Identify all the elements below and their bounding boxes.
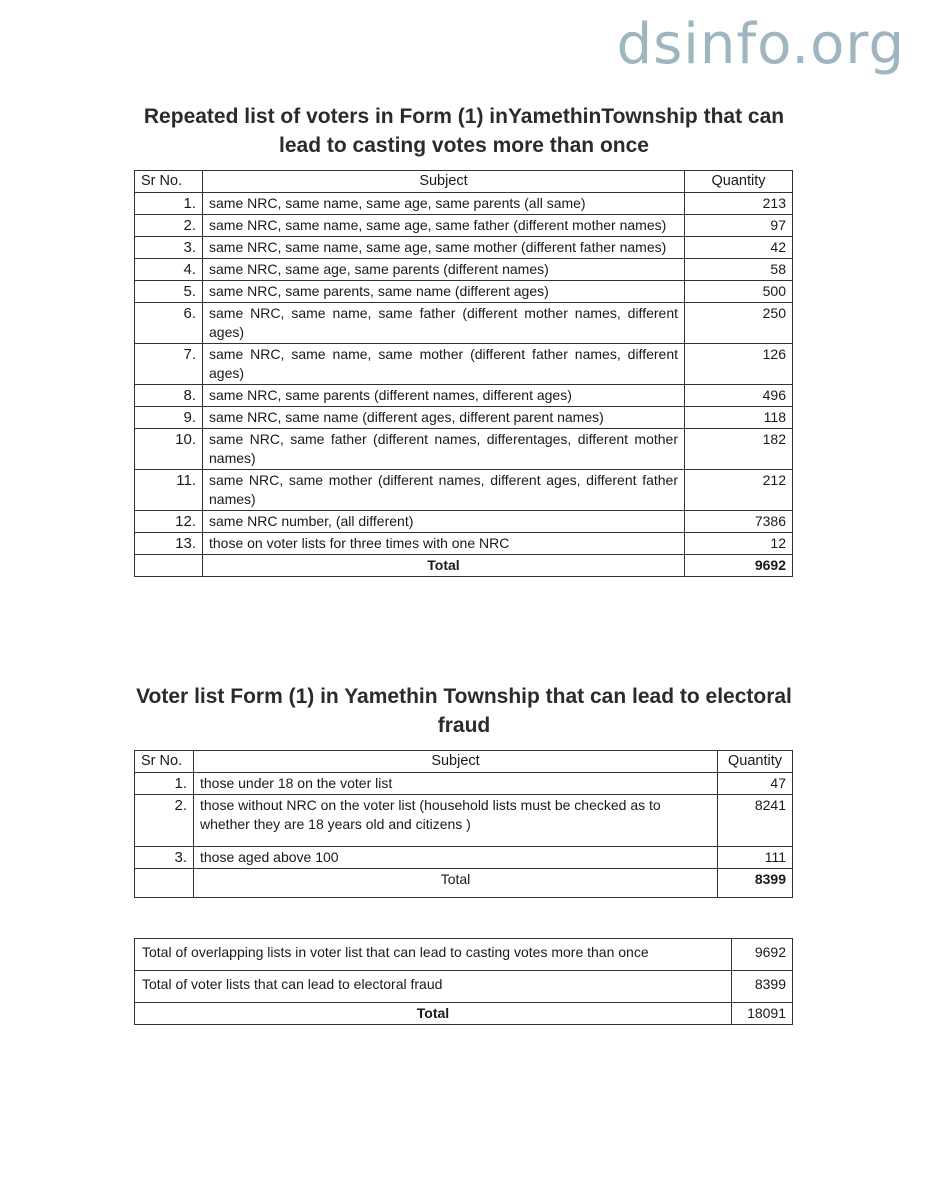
row-quantity: 118	[685, 407, 793, 429]
row-number: 7.	[135, 344, 203, 385]
row-number: 13.	[135, 533, 203, 555]
row-subject: same NRC, same mother (different names, different ages, different father names)	[203, 470, 685, 511]
table-row	[135, 281, 793, 303]
electoral-fraud-table	[134, 750, 793, 898]
section1-title	[134, 102, 794, 160]
section2-title-line1: Voter list Form (1) in Yamethin Township that can lead to electoral	[136, 685, 792, 708]
row-subject: same NRC number, (all different)	[203, 511, 685, 533]
row-subject: those on voter lists for three times with one NRC	[203, 533, 685, 555]
row-number: 9.	[135, 407, 203, 429]
row-quantity: 213	[685, 193, 793, 215]
table-row	[135, 193, 793, 215]
table-row	[135, 385, 793, 407]
header-subject: Subject	[194, 751, 718, 773]
table-row	[135, 533, 793, 555]
table-row	[135, 773, 793, 795]
row-subject: those under 18 on the voter list	[194, 773, 718, 795]
row-quantity: 42	[685, 237, 793, 259]
row-subject: same NRC, same parents, same name (different ages)	[203, 281, 685, 303]
table-header-row	[135, 751, 793, 773]
table-row	[135, 795, 793, 847]
table-row	[135, 344, 793, 385]
row-quantity: 212	[685, 470, 793, 511]
table-row	[135, 215, 793, 237]
row-number: 11.	[135, 470, 203, 511]
row-quantity: 12	[685, 533, 793, 555]
total-label: Total	[194, 869, 718, 898]
summary-row	[135, 971, 793, 1003]
row-quantity: 250	[685, 303, 793, 344]
header-quantity: Quantity	[718, 751, 793, 773]
row-number: 1.	[135, 193, 203, 215]
row-number: 5.	[135, 281, 203, 303]
total-value: 8399	[718, 869, 793, 898]
repeated-voters-table	[134, 170, 793, 577]
total-value: 18091	[732, 1003, 793, 1025]
row-subject: those without NRC on the voter list (household lists must be checked as to whether they are 18 years old and citizens )	[194, 795, 718, 847]
row-quantity: 47	[718, 773, 793, 795]
row-subject: same NRC, same age, same parents (different names)	[203, 259, 685, 281]
table-row	[135, 429, 793, 470]
row-quantity: 7386	[685, 511, 793, 533]
table-row	[135, 847, 793, 869]
row-number: 10.	[135, 429, 203, 470]
summary-row	[135, 939, 793, 971]
row-number: 8.	[135, 385, 203, 407]
table-row	[135, 511, 793, 533]
row-quantity: 8241	[718, 795, 793, 847]
total-label: Total	[203, 555, 685, 577]
row-number: 12.	[135, 511, 203, 533]
row-subject: same NRC, same name, same age, same father (different mother names)	[203, 215, 685, 237]
total-empty-cell	[135, 869, 194, 898]
row-subject: same NRC, same name, same mother (different father names, different ages)	[203, 344, 685, 385]
row-number: 3.	[135, 847, 194, 869]
summary-value: 9692	[732, 939, 793, 971]
row-subject: same NRC, same name, same father (different mother names, different ages)	[203, 303, 685, 344]
summary-value: 8399	[732, 971, 793, 1003]
row-quantity: 500	[685, 281, 793, 303]
row-number: 2.	[135, 215, 203, 237]
row-quantity: 126	[685, 344, 793, 385]
row-quantity: 496	[685, 385, 793, 407]
watermark: dsinfo.org	[616, 12, 905, 77]
section2-title	[134, 682, 794, 740]
table-body	[135, 193, 793, 555]
row-subject: same NRC, same name (different ages, different parent names)	[203, 407, 685, 429]
total-value: 9692	[685, 555, 793, 577]
table-row	[135, 407, 793, 429]
section1-title-line1: Repeated list of voters in Form (1) inYamethinTownship that can	[143, 105, 785, 128]
table-row	[135, 470, 793, 511]
summary-table	[134, 938, 793, 1025]
header-subject: Subject	[203, 171, 685, 193]
table-body	[135, 773, 793, 869]
summary-label: Total of voter lists that can lead to electoral fraud	[135, 971, 732, 1003]
table-row	[135, 259, 793, 281]
row-number: 6.	[135, 303, 203, 344]
header-sr: Sr No.	[135, 171, 203, 193]
section1-title-line2: lead to casting votes more than once	[279, 134, 649, 157]
header-quantity: Quantity	[685, 171, 793, 193]
table-row	[135, 303, 793, 344]
table-header-row	[135, 171, 793, 193]
row-quantity: 111	[718, 847, 793, 869]
row-quantity: 58	[685, 259, 793, 281]
row-subject: same NRC, same name, same age, same parents (all same)	[203, 193, 685, 215]
row-number: 2.	[135, 795, 194, 847]
section2-title-line2: fraud	[437, 714, 491, 737]
row-number: 4.	[135, 259, 203, 281]
row-quantity: 97	[685, 215, 793, 237]
row-subject: same NRC, same parents (different names, different ages)	[203, 385, 685, 407]
total-row	[135, 1003, 793, 1025]
total-row	[135, 555, 793, 577]
row-number: 1.	[135, 773, 194, 795]
total-empty-cell	[135, 555, 203, 577]
table-row	[135, 237, 793, 259]
row-subject: those aged above 100	[194, 847, 718, 869]
total-row	[135, 869, 793, 898]
row-number: 3.	[135, 237, 203, 259]
table-body	[135, 939, 793, 1003]
row-subject: same NRC, same father (different names, differentages, different mother names)	[203, 429, 685, 470]
header-sr: Sr No.	[135, 751, 194, 773]
total-label: Total	[135, 1003, 732, 1025]
summary-label: Total of overlapping lists in voter list that can lead to casting votes more than once	[135, 939, 732, 971]
row-subject: same NRC, same name, same age, same mother (different father names)	[203, 237, 685, 259]
row-quantity: 182	[685, 429, 793, 470]
